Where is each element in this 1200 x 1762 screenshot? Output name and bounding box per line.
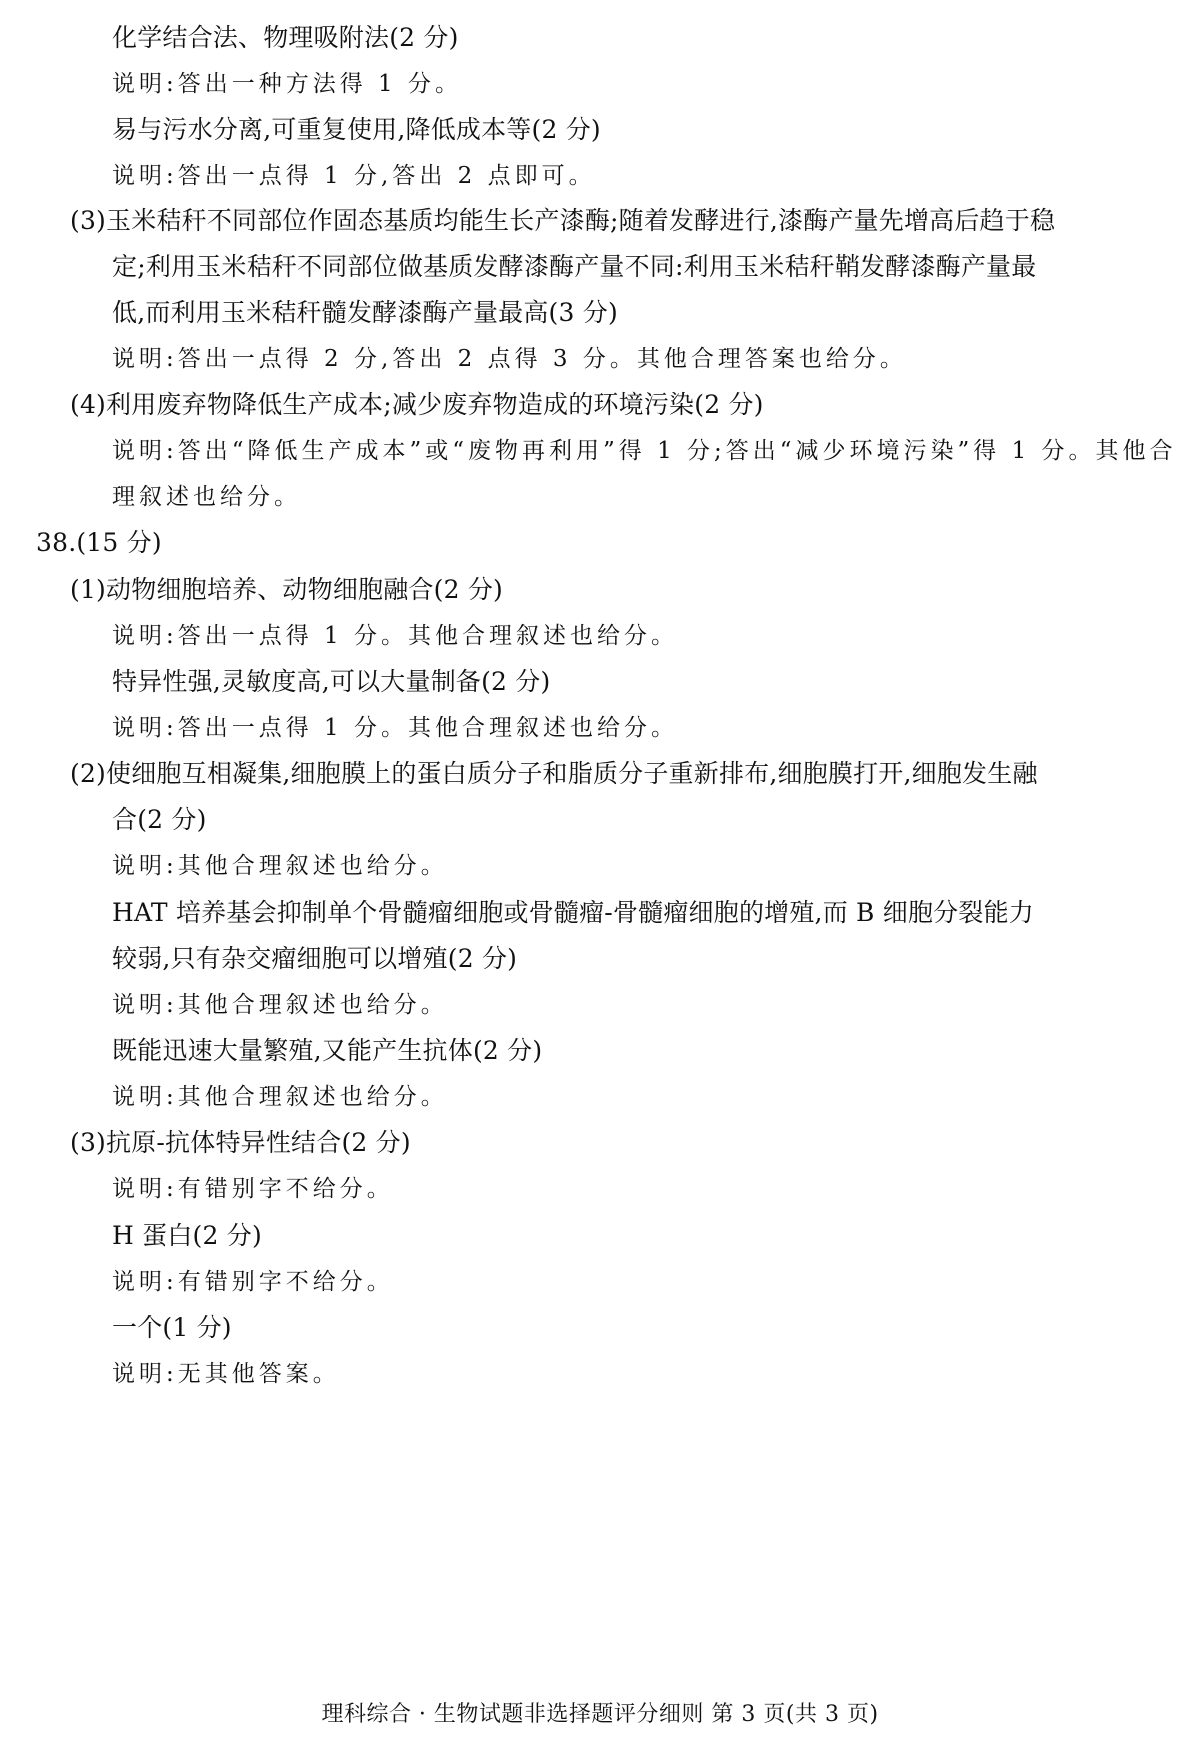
text-line-6: 定;利用玉米秸秆不同部位做基质发酵漆酶产量不同:利用玉米秸秆鞘发酵漆酶产量最 (112, 252, 1037, 281)
note-line-2: 说明:答出一种方法得 1 分。 (112, 71, 463, 97)
text-line-9: (4)利用废弃物降低生产成本;减少废弃物造成的环境污染(2 分) (70, 390, 764, 419)
question-heading-38: 38.(15 分) (36, 528, 162, 557)
text-line-5: (3)玉米秸秆不同部位作固态基质均能生长产漆酶;随着发酵进行,漆酶产量先增高后趋于稳 (70, 206, 1056, 235)
note-line-26: 说明:有错别字不给分。 (112, 1176, 394, 1202)
text-line-17: (2)使细胞互相凝集,细胞膜上的蛋白质分子和脂质分子重新排布,细胞膜打开,细胞发生融 (70, 759, 1038, 788)
text-line-23: 既能迅速大量繁殖,又能产生抗体(2 分) (112, 1036, 543, 1065)
text-line-25: (3)抗原-抗体特异性结合(2 分) (70, 1128, 411, 1157)
text-line-29: 一个(1 分) (112, 1313, 232, 1342)
note-line-28: 说明:有错别字不给分。 (112, 1269, 394, 1295)
text-line-18: 合(2 分) (112, 805, 207, 834)
text-line-21: 较弱,只有杂交瘤细胞可以增殖(2 分) (112, 944, 518, 973)
note-line-16: 说明:答出一点得 1 分。其他合理叙述也给分。 (112, 715, 679, 741)
note-line-19: 说明:其他合理叙述也给分。 (112, 853, 448, 879)
note-line-30: 说明:无其他答案。 (112, 1361, 340, 1387)
text-line-20: HAT 培养基会抑制单个骨髓瘤细胞或骨髓瘤-骨髓瘤细胞的增殖,而 B 细胞分裂能力 (112, 898, 1034, 927)
note-line-11: 理叙述也给分。 (112, 484, 301, 510)
page-footer: 理科综合 · 生物试题非选择题评分细则 第 3 页(共 3 页) (321, 1702, 879, 1727)
text-line-7: 低,而利用玉米秸秆髓发酵漆酶产量最高(3 分) (112, 298, 618, 327)
text-line-3: 易与污水分离,可重复使用,降低成本等(2 分) (112, 115, 601, 144)
note-line-10: 说明:答出“降低生产成本”或“废物再利用”得 1 分;答出“减少环境污染”得 1 分。其他合 (112, 438, 1177, 464)
note-line-8: 说明:答出一点得 2 分,答出 2 点得 3 分。其他合理答案也给分。 (112, 346, 907, 372)
note-line-22: 说明:其他合理叙述也给分。 (112, 992, 448, 1018)
text-line-13: (1)动物细胞培养、动物细胞融合(2 分) (70, 575, 503, 604)
text-line-27: H 蛋白(2 分) (112, 1221, 262, 1250)
text-line-15: 特异性强,灵敏度高,可以大量制备(2 分) (112, 667, 551, 696)
note-line-24: 说明:其他合理叙述也给分。 (112, 1084, 448, 1110)
note-line-4: 说明:答出一点得 1 分,答出 2 点即可。 (112, 163, 596, 189)
text-line-1: 化学结合法、物理吸附法(2 分) (112, 23, 459, 52)
note-line-14: 说明:答出一点得 1 分。其他合理叙述也给分。 (112, 623, 679, 649)
